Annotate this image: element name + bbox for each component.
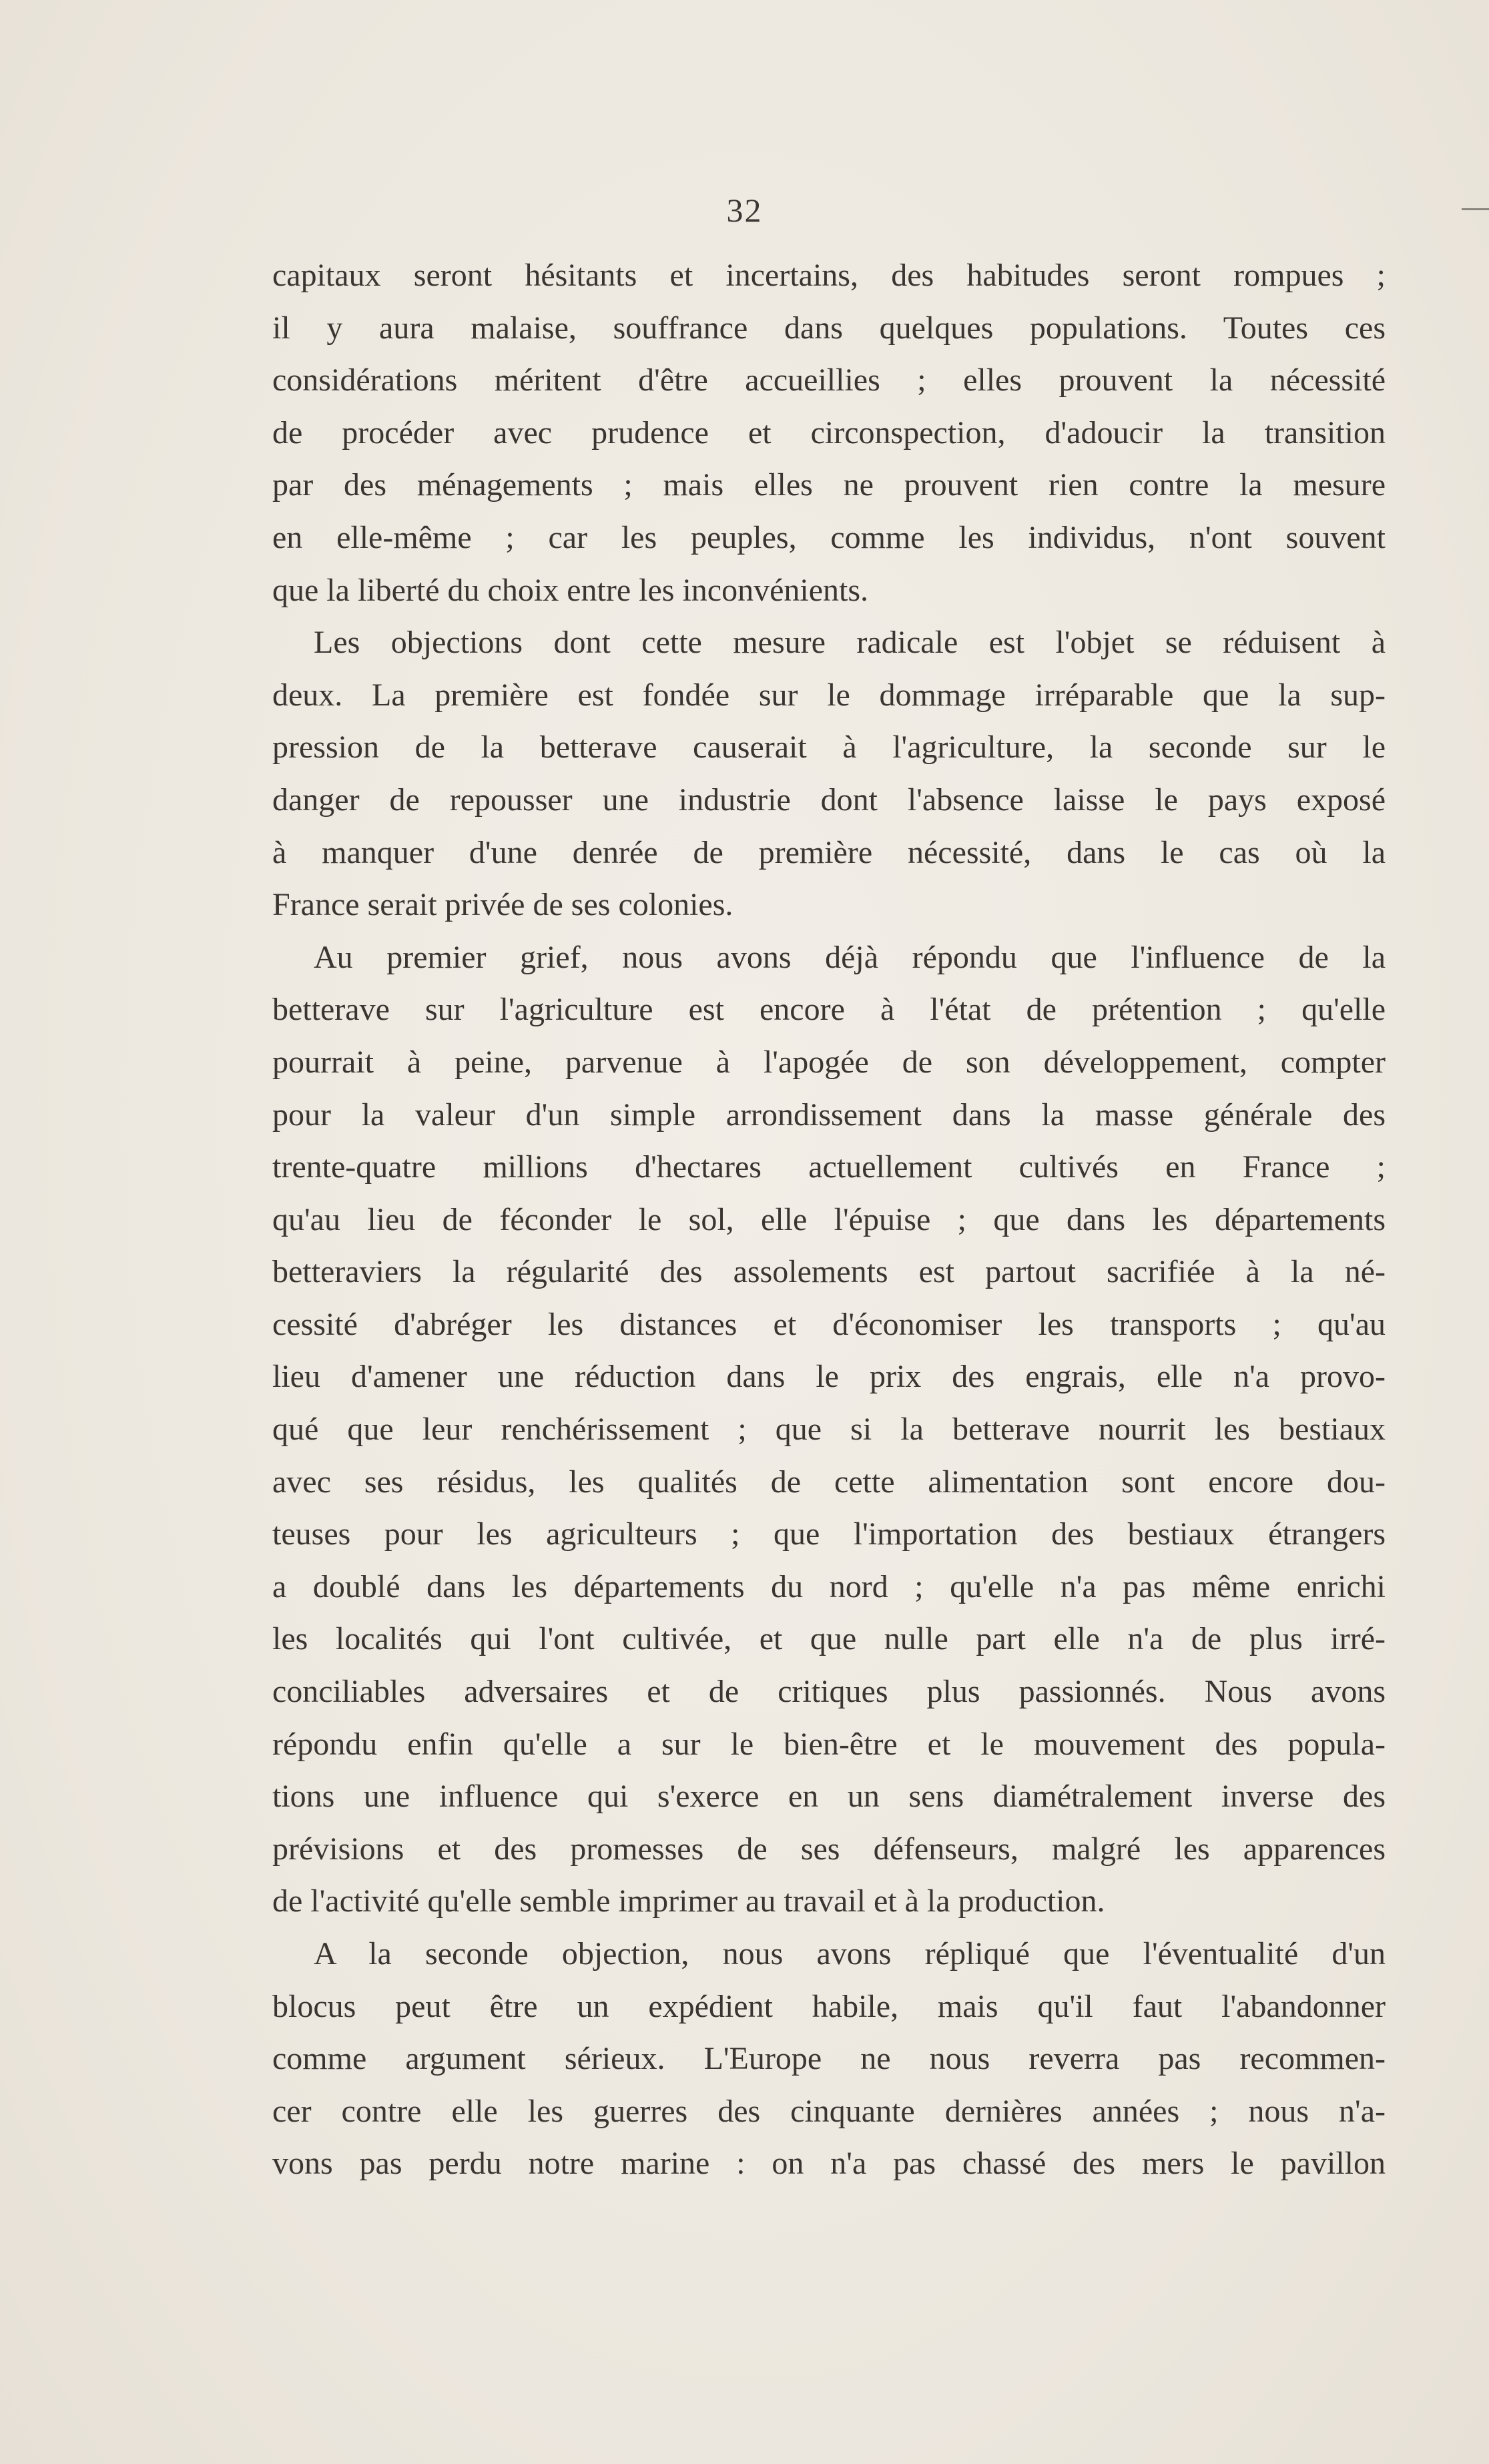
text-line: capitaux seront hésitants et incertains, des habitudes seront rompues ;: [272, 258, 1386, 293]
body-text: [272, 250, 1386, 2190]
text-line: de procéder avec prudence et circonspection, d'adoucir la transition: [272, 414, 1386, 450]
text-line: prévisions et des promesses de ses défenseurs, malgré les apparences: [272, 1831, 1386, 1867]
text-line: comme argument sérieux. L'Europe ne nous reverra pas recommen-: [272, 2041, 1386, 2077]
text-line: pression de la betterave causerait à l'agriculture, la seconde sur le: [272, 729, 1386, 765]
text-line: lieu d'amener une réduction dans le prix des engrais, elle n'a provo-: [272, 1359, 1386, 1395]
text-line: betterave sur l'agriculture est encore à l'état de prétention ; qu'elle: [272, 992, 1386, 1028]
text-line: considérations méritent d'être accueillies ; elles prouvent la nécessité: [272, 362, 1386, 398]
paragraph-3: [272, 932, 1386, 1928]
text-line: cessité d'abréger les distances et d'économiser les transports ; qu'au: [272, 1306, 1386, 1342]
text-line: deux. La première est fondée sur le dommage irréparable que la sup-: [272, 677, 1386, 713]
text-line: avec ses résidus, les qualités de cette alimentation sont encore dou-: [272, 1464, 1386, 1500]
text-line: Les objections dont cette mesure radicale est l'objet se réduisent à: [314, 625, 1386, 661]
paragraph-4: [272, 1928, 1386, 2190]
text-line: cer contre elle les guerres des cinquante dernières années ; nous n'a-: [272, 2093, 1386, 2129]
text-line: Au premier grief, nous avons déjà répondu que l'influence de la: [314, 939, 1386, 975]
text-line: que la liberté du choix entre les inconvénients.: [272, 572, 869, 608]
text-line: pourrait à peine, parvenue à l'apogée de son développement, compter: [272, 1044, 1386, 1080]
text-line: teuses pour les agriculteurs ; que l'importation des bestiaux étrangers: [272, 1516, 1386, 1552]
text-line: qué que leur renchérissement ; que si la betterave nourrit les bestiaux: [272, 1412, 1386, 1448]
text-line: pour la valeur d'un simple arrondissement dans la masse générale des: [272, 1097, 1386, 1133]
text-line: par des ménagements ; mais elles ne prouvent rien contre la mesure: [272, 467, 1386, 503]
text-line: conciliables adversaires et de critiques plus passionnés. Nous avons: [272, 1674, 1386, 1710]
text-line: danger de repousser une industrie dont l'absence laisse le pays exposé: [272, 782, 1386, 818]
paragraph-2: [272, 617, 1386, 932]
text-line: il y aura malaise, souffrance dans quelques populations. Toutes ces: [272, 310, 1386, 346]
text-line: en elle-même ; car les peuples, comme les individus, n'ont souvent: [272, 519, 1386, 555]
text-line: a doublé dans les départements du nord ; qu'elle n'a pas même enrichi: [272, 1568, 1386, 1604]
text-line: répondu enfin qu'elle a sur le bien-être et le mouvement des popula-: [272, 1726, 1386, 1762]
text-line: tions une influence qui s'exerce en un sens diamétralement inverse des: [272, 1779, 1386, 1815]
text-line: A la seconde objection, nous avons répliqué que l'éventualité d'un: [314, 1936, 1386, 1971]
text-line: qu'au lieu de féconder le sol, elle l'épuise ; que dans les départements: [272, 1201, 1386, 1237]
text-line: les localités qui l'ont cultivée, et que nulle part elle n'a de plus irré-: [272, 1621, 1386, 1657]
text-line: blocus peut être un expédient habile, mais qu'il faut l'abandonner: [272, 1988, 1386, 2024]
paragraph-1: [272, 250, 1386, 617]
text-line: vons pas perdu notre marine : on n'a pas chassé des mers le pavillon: [272, 2146, 1386, 2182]
edge-mark: [1462, 208, 1489, 210]
page-number: 32: [726, 192, 763, 229]
text-line: de l'activité qu'elle semble imprimer au travail et à la production.: [272, 1883, 1105, 1919]
text-line: betteraviers la régularité des assolements est partout sacrifiée à la né-: [272, 1254, 1386, 1290]
text-line: à manquer d'une denrée de première nécessité, dans le cas où la: [272, 834, 1386, 870]
text-line: France serait privée de ses colonies.: [272, 887, 733, 923]
text-line: trente-quatre millions d'hectares actuellement cultivés en France ;: [272, 1149, 1386, 1185]
